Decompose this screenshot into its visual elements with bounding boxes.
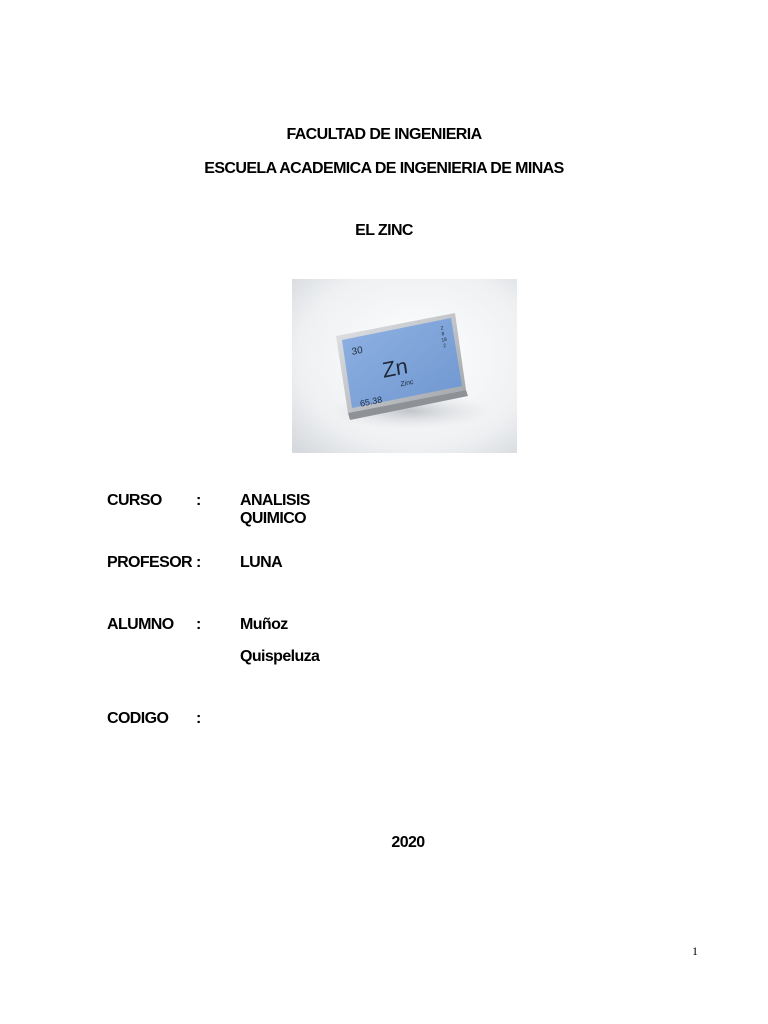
course-value: ANALISIS QUIMICO: [240, 492, 310, 527]
student-label: ALUMNO: [107, 616, 174, 633]
professor-value: LUNA: [240, 554, 283, 571]
svg-text:2: 2: [442, 343, 447, 350]
zinc-element-image: [292, 279, 517, 453]
course-label: CURSO: [107, 492, 162, 509]
year: 2020: [391, 834, 425, 851]
student-value-1: Muñoz: [240, 616, 288, 633]
code-label: CODIGO: [107, 710, 169, 727]
element-name: Zinc: [400, 378, 414, 389]
svg-text:8: 8: [441, 332, 445, 338]
school-heading: ESCUELA ACADEMICA DE INGENIERIA DE MINAS: [204, 160, 564, 177]
atomic-number: 30: [351, 344, 364, 359]
professor-label: PROFESOR: [107, 554, 192, 571]
course-colon: :: [196, 492, 201, 509]
document-title: EL ZINC: [355, 222, 413, 239]
page-number: 1: [692, 944, 698, 958]
atomic-mass: 65.38: [359, 394, 383, 409]
professor-colon: :: [196, 554, 201, 571]
element-symbol: Zn: [380, 352, 410, 383]
student-colon: :: [196, 616, 201, 633]
svg-text:2: 2: [440, 326, 444, 332]
code-colon: :: [196, 710, 201, 727]
svg-text:18: 18: [441, 337, 448, 344]
student-value-2: Quispeluza: [240, 648, 320, 665]
faculty-heading: FACULTAD DE INGENIERIA: [286, 126, 482, 143]
zinc-tile-illustration: [292, 279, 517, 453]
